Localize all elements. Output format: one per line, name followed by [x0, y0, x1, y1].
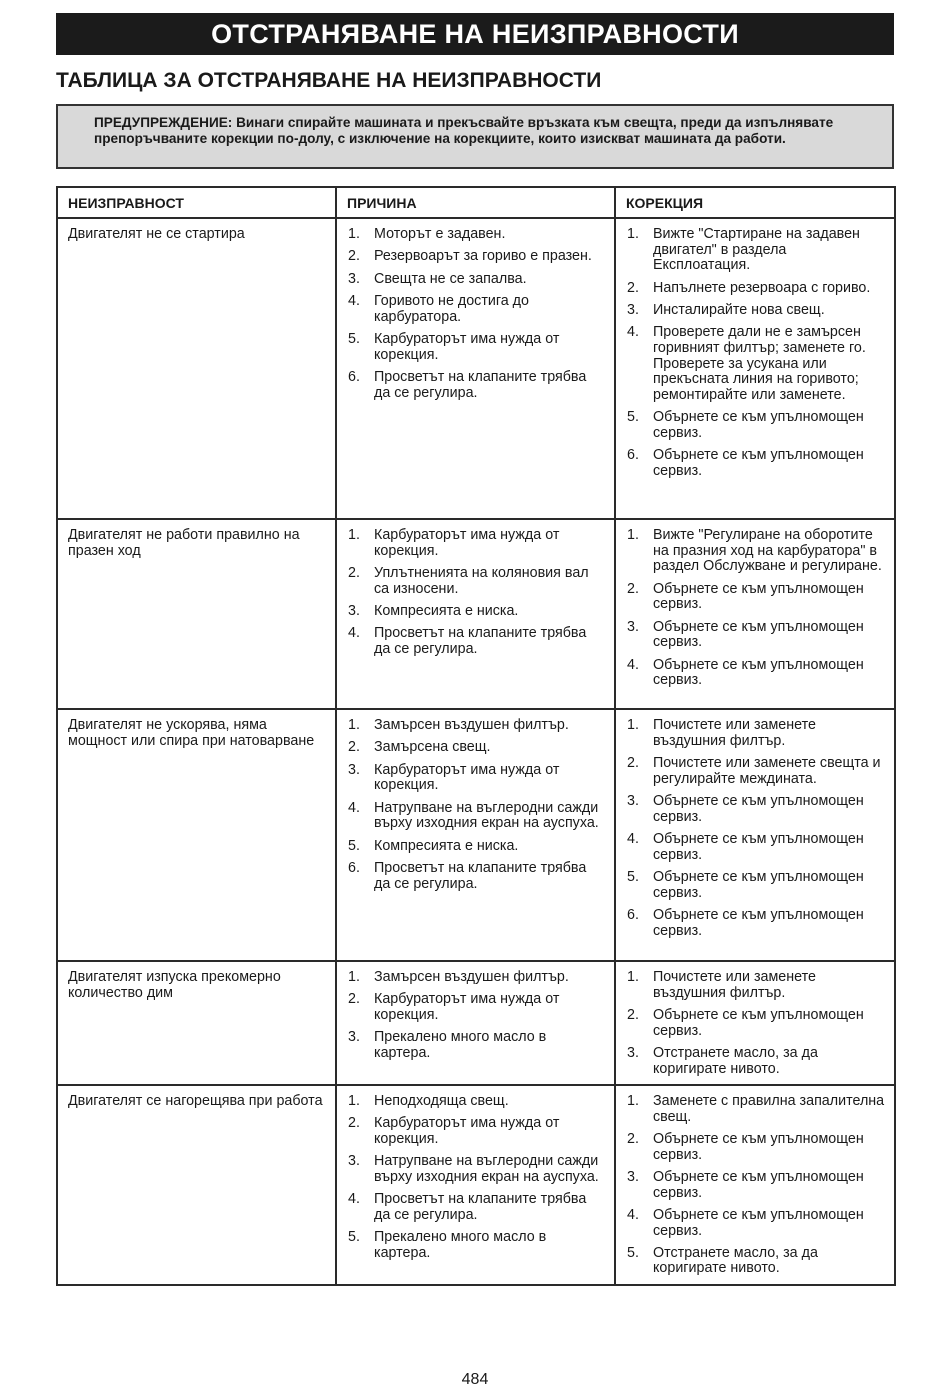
- cause-text: Компресията е ниска.: [374, 602, 519, 619]
- item-number: 2.: [627, 754, 639, 771]
- cause-list: [347, 1094, 606, 1262]
- correction-text: Обърнете се към упълномощен сервиз.: [653, 1130, 864, 1163]
- warning-box: [56, 104, 894, 169]
- correction-item: [626, 1132, 886, 1163]
- correction-item: [626, 281, 886, 297]
- correction-item: [626, 410, 886, 441]
- item-number: 1.: [348, 717, 360, 733]
- cause-text: Прекалено много масло в картера.: [374, 1229, 547, 1261]
- cause-item: [347, 272, 606, 288]
- cause-item: [347, 294, 606, 325]
- item-number: 6.: [348, 369, 360, 386]
- table-header-row: [57, 187, 895, 218]
- cause-item: [347, 992, 606, 1023]
- correction-text: Обърнете се към упълномощен сервиз.: [653, 580, 864, 613]
- cause-item: [347, 1116, 606, 1147]
- cause-item: [347, 1094, 606, 1110]
- item-number: 4.: [627, 324, 639, 341]
- item-number: 1.: [348, 969, 360, 985]
- cause-text: Свещта не се запалва.: [374, 270, 527, 287]
- item-number: 1.: [627, 717, 639, 733]
- correction-list: [626, 970, 886, 1077]
- item-number: 2.: [348, 564, 360, 581]
- item-number: 4.: [627, 1206, 639, 1223]
- cause-text: Резервоарът за гориво е празен.: [374, 248, 592, 265]
- problem-cell: Двигателят се нагорещява при работа: [57, 1085, 336, 1285]
- correction-list: [626, 1094, 886, 1277]
- problem-cell: Двигателят изпуска прекомерно количество дим: [57, 961, 336, 1085]
- cause-list: [347, 970, 606, 1062]
- item-number: 3.: [348, 1153, 360, 1170]
- correction-text: Отстранете масло, за да коригирате нивото.: [653, 1244, 818, 1277]
- correction-text: Обърнете се към упълномощен сервиз.: [653, 409, 864, 441]
- cause-cell: [336, 709, 615, 961]
- cause-item: [347, 528, 606, 559]
- correction-text: Вижте "Стартиране на задавен двигател" в раздела Експлоатация.: [653, 226, 860, 274]
- correction-text: Почистете или заменете въздушния филтър.: [653, 717, 816, 749]
- correction-item: [626, 658, 886, 689]
- correction-text: Обърнете се към упълномощен сервиз.: [653, 906, 864, 939]
- cause-item: [347, 249, 606, 265]
- cause-item: [347, 970, 606, 986]
- correction-text: Обърнете се към упълномощен сервиз.: [653, 1206, 864, 1239]
- item-number: 1.: [627, 226, 639, 242]
- item-number: 5.: [348, 331, 360, 348]
- correction-item: [626, 756, 886, 787]
- correction-cell: [615, 961, 895, 1085]
- cause-cell: [336, 961, 615, 1085]
- cause-list: [347, 718, 606, 892]
- cause-item: [347, 604, 606, 620]
- cause-text: Моторът е задавен.: [374, 226, 506, 242]
- cause-item: [347, 763, 606, 794]
- cause-text: Натрупване на въглеродни сажди върху изходния екран на ауспуха.: [374, 1153, 599, 1185]
- cause-item: [347, 718, 606, 734]
- correction-text: Отстранете масло, за да коригирате нивото.: [653, 1044, 818, 1077]
- correction-text: Почистете или заменете свещта и регулирайте междината.: [653, 754, 881, 787]
- item-number: 4.: [627, 830, 639, 847]
- table-row: [57, 709, 895, 961]
- correction-text: Обърнете се към упълномощен сервиз.: [653, 792, 864, 825]
- correction-item: [626, 303, 886, 319]
- correction-text: Обърнете се към упълномощен сервиз.: [653, 868, 864, 901]
- cause-item: [347, 801, 606, 832]
- cause-item: [347, 227, 606, 243]
- correction-text: Проверете дали не е замърсен горивният филтър; заменете го. Проверете за усукана или прекъсната линия на горивото; ремонтирайте или заменете.: [653, 324, 866, 403]
- cause-item: [347, 1192, 606, 1223]
- cause-item: [347, 332, 606, 363]
- item-number: 3.: [348, 761, 360, 778]
- section-banner: ОТСТРАНЯВАНЕ НА НЕИЗПРАВНОСТИ: [56, 13, 894, 55]
- cause-item: [347, 1030, 606, 1061]
- correction-item: [626, 1094, 886, 1125]
- item-number: 3.: [627, 301, 639, 318]
- correction-item: [626, 325, 886, 403]
- item-number: 3.: [627, 1168, 639, 1185]
- item-number: 2.: [348, 991, 360, 1008]
- cause-text: Просветът на клапаните трябва да се регулира.: [374, 1191, 587, 1223]
- cause-item: [347, 626, 606, 657]
- cause-item: [347, 370, 606, 401]
- item-number: 2.: [627, 580, 639, 597]
- item-number: 5.: [627, 1244, 639, 1261]
- item-number: 3.: [627, 1044, 639, 1061]
- cause-text: Просветът на клапаните трябва да се регулира.: [374, 860, 587, 892]
- cause-text: Карбураторът има нужда от корекция.: [374, 527, 560, 559]
- cause-text: Натрупване на въглеродни сажди върху изходния екран на ауспуха.: [374, 799, 599, 832]
- correction-text: Обърнете се към упълномощен сервиз.: [653, 830, 864, 863]
- table-row: [57, 519, 895, 709]
- item-number: 2.: [348, 248, 360, 265]
- cause-text: Просветът на клапаните трябва да се регулира.: [374, 369, 587, 401]
- correction-item: [626, 582, 886, 613]
- item-number: 4.: [627, 656, 639, 673]
- cause-text: Замърсена свещ.: [374, 739, 491, 756]
- cause-text: Неподходяща свещ.: [374, 1092, 509, 1109]
- cause-item: [347, 861, 606, 892]
- correction-item: [626, 794, 886, 825]
- correction-item: [626, 448, 886, 479]
- item-number: 1.: [627, 1092, 639, 1109]
- cause-item: [347, 839, 606, 855]
- item-number: 5.: [348, 837, 360, 854]
- correction-text: Обърнете се към упълномощен сервиз.: [653, 1006, 864, 1039]
- table-row: [57, 1085, 895, 1285]
- problem-cell: Двигателят не ускорява, няма мощност или спира при натоварване: [57, 709, 336, 961]
- correction-item: [626, 1208, 886, 1239]
- item-number: 1.: [627, 527, 639, 543]
- item-number: 2.: [627, 1130, 639, 1147]
- item-number: 3.: [348, 602, 360, 619]
- page-title: ТАБЛИЦА ЗА ОТСТРАНЯВАНЕ НА НЕИЗПРАВНОСТИ: [56, 69, 602, 92]
- correction-item: [626, 1046, 886, 1077]
- item-number: 5.: [627, 868, 639, 885]
- correction-text: Вижте "Регулиране на оборотите на празния ход на карбуратора" в раздел Обслужване и регулиране.: [653, 527, 882, 575]
- cause-item: [347, 1230, 606, 1261]
- cause-item: [347, 566, 606, 597]
- correction-cell: [615, 709, 895, 961]
- cause-text: Карбураторът има нужда от корекция.: [374, 1115, 560, 1147]
- cause-cell: [336, 218, 615, 519]
- item-number: 5.: [627, 409, 639, 426]
- correction-item: [626, 970, 886, 1001]
- column-header-problem: НЕИЗПРАВНОСТ: [57, 187, 336, 218]
- item-number: 3.: [627, 618, 639, 635]
- item-number: 5.: [348, 1229, 360, 1246]
- item-number: 2.: [627, 1006, 639, 1023]
- cause-text: Горивото не достига до карбуратора.: [374, 293, 529, 325]
- column-header-correction: КОРЕКЦИЯ: [615, 187, 895, 218]
- correction-item: [626, 227, 886, 274]
- correction-list: [626, 718, 886, 939]
- cause-text: Замърсен въздушен филтър.: [374, 717, 569, 733]
- correction-item: [626, 870, 886, 901]
- correction-text: Почистете или заменете въздушния филтър.: [653, 969, 816, 1001]
- cause-item: [347, 1154, 606, 1185]
- cause-text: Карбураторът има нужда от корекция.: [374, 761, 560, 794]
- correction-list: [626, 528, 886, 689]
- cause-item: [347, 740, 606, 756]
- correction-item: [626, 1008, 886, 1039]
- correction-item: [626, 1170, 886, 1201]
- correction-item: [626, 620, 886, 651]
- table-row: [57, 961, 895, 1085]
- item-number: 2.: [348, 1115, 360, 1132]
- item-number: 1.: [348, 527, 360, 543]
- item-number: 4.: [348, 799, 360, 816]
- item-number: 4.: [348, 1191, 360, 1208]
- item-number: 3.: [348, 1029, 360, 1046]
- item-number: 1.: [627, 969, 639, 985]
- item-number: 4.: [348, 293, 360, 310]
- cause-text: Карбураторът има нужда от корекция.: [374, 991, 560, 1023]
- cause-text: Компресията е ниска.: [374, 837, 519, 854]
- correction-list: [626, 227, 886, 479]
- cause-text: Замърсен въздушен филтър.: [374, 969, 569, 985]
- item-number: 2.: [348, 739, 360, 756]
- page-number: 484: [461, 1371, 489, 1388]
- correction-item: [626, 1246, 886, 1277]
- item-number: 1.: [348, 1092, 360, 1109]
- cause-cell: [336, 1085, 615, 1285]
- cause-text: Просветът на клапаните трябва да се регулира.: [374, 625, 587, 657]
- correction-text: Заменете с правилна запалителна свещ.: [653, 1092, 885, 1125]
- correction-item: [626, 832, 886, 863]
- correction-text: Обърнете се към упълномощен сервиз.: [653, 447, 864, 479]
- correction-text: Обърнете се към упълномощен сервиз.: [653, 618, 864, 651]
- item-number: 1.: [348, 226, 360, 242]
- problem-cell: Двигателят не работи правилно на празен ход: [57, 519, 336, 709]
- correction-text: Инсталирайте нова свещ.: [653, 301, 825, 318]
- column-header-cause: ПРИЧИНА: [336, 187, 615, 218]
- correction-item: [626, 908, 886, 939]
- cause-text: Уплътненията на коляновия вал са износени.: [374, 564, 589, 597]
- cause-text: Прекалено много масло в картера.: [374, 1029, 547, 1061]
- cause-cell: [336, 519, 615, 709]
- item-number: 3.: [627, 792, 639, 809]
- troubleshooting-table: [56, 186, 896, 1286]
- item-number: 6.: [627, 447, 639, 464]
- item-number: 4.: [348, 625, 360, 642]
- correction-cell: [615, 519, 895, 709]
- correction-cell: [615, 218, 895, 519]
- cause-list: [347, 227, 606, 401]
- correction-cell: [615, 1085, 895, 1285]
- correction-text: Напълнете резервоара с гориво.: [653, 279, 871, 296]
- item-number: 6.: [348, 860, 360, 877]
- correction-text: Обърнете се към упълномощен сервиз.: [653, 656, 864, 689]
- cause-list: [347, 528, 606, 658]
- cause-text: Карбураторът има нужда от корекция.: [374, 331, 560, 363]
- problem-cell: Двигателят не се стартира: [57, 218, 336, 519]
- item-number: 6.: [627, 906, 639, 923]
- table-row: [57, 218, 895, 519]
- correction-item: [626, 718, 886, 749]
- item-number: 2.: [627, 279, 639, 296]
- item-number: 3.: [348, 270, 360, 287]
- warning-text: ПРЕДУПРЕЖДЕНИЕ: Винаги спирайте машината и прекъсвайте връзката към свещта, преди да изпълнявате препоръчваните корекции по-долу, с изключение на корекциите, които изискват машината да работи.: [94, 115, 834, 146]
- correction-text: Обърнете се към упълномощен сервиз.: [653, 1168, 864, 1201]
- correction-item: [626, 528, 886, 575]
